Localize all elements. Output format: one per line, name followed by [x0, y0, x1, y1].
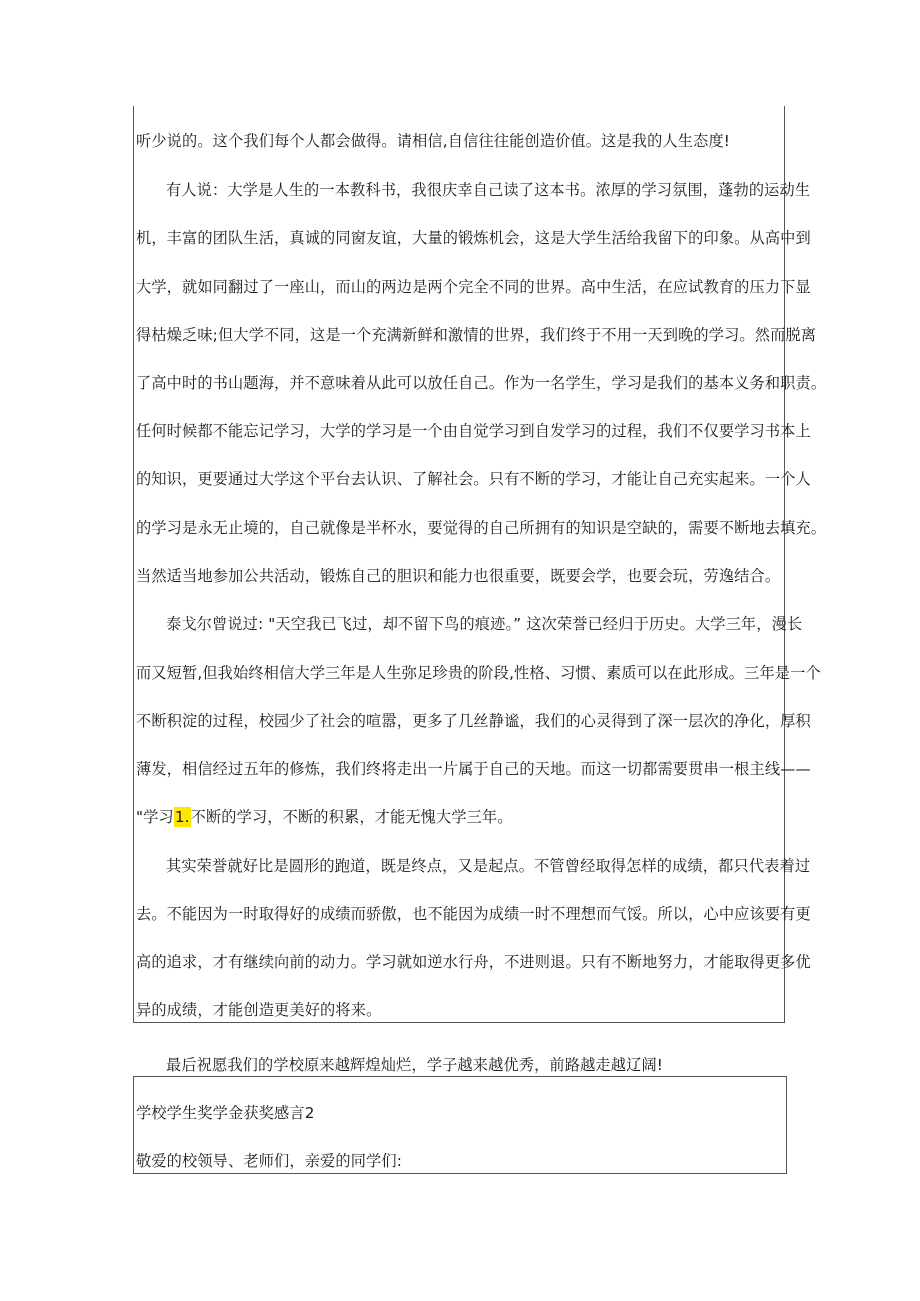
paragraph-line: 薄发，相信经过五年的修炼，我们终将走出一片属于自己的天地。而这一切都需要贯串一根主线—— [136, 760, 811, 778]
paragraph-line: 去。不能因为一时取得好的成绩而骄傲，也不能因为成绩一时不理想而气馁。所以，心中应该要有更 [136, 905, 811, 923]
paragraph-line: 泰戈尔曾说过: "天空我已飞过，却不留下鸟的痕迹。” 这次荣誉已经归于历史。大学三年，漫长 [166, 615, 803, 633]
section-title: 学校学生奖学金获奖感言2 [136, 1104, 315, 1122]
paragraph-line [136, 807, 784, 827]
paragraph-line: 异的成绩，才能创造更美好的将来。 [136, 1001, 382, 1019]
paragraph-line: 有人说：大学是人生的一本教科书，我很庆幸自己读了这本书。浓厚的学习氛围，蓬勃的运动生 [166, 181, 811, 199]
paragraph-line: 了高中时的书山题海，并不意味着从此可以放任自己。作为一名学生，学习是我们的基本义务和职责。 [136, 374, 827, 392]
paragraph-line: 得枯燥乏味;但大学不同，这是一个充满新鲜和激情的世界，我们终于不用一天到晚的学习。然而脱离 [136, 326, 817, 344]
salutation: 敬爱的校领导、老师们，亲爱的同学们: [136, 1152, 403, 1170]
paragraph-line: 任何时候都不能忘记学习，大学的学习是一个由自觉学习到自发学习的过程，我们不仅要学习书本上 [136, 422, 811, 440]
paragraph-line: 其实荣誉就好比是圆形的跑道，既是终点，又是起点。不管曾经取得怎样的成绩，都只代表着过 [166, 857, 811, 875]
paragraph-line: 听少说的。这个我们每个人都会做得。请相信,自信往往能创造价值。这是我的人生态度! [136, 132, 731, 150]
paragraph-line: 不断积淀的过程，校园少了社会的喧嚣，更多了几丝静谧，我们的心灵得到了深一层次的净化，厚积 [136, 712, 811, 730]
paragraph-line: 机，丰富的团队生活，真诚的同窗友谊，大量的锻炼机会，这是大学生活给我留下的印象。从高中到 [136, 229, 811, 247]
paragraph-line: 高的追求，才有继续向前的动力。学习就如逆水行舟，不进则退。只有不断地努力，才能取得更多优 [136, 953, 811, 971]
paragraph-line: 的学习是永无止境的，自己就像是半杯水，要觉得的自己所拥有的知识是空缺的，需要不断地去填充。 [136, 519, 827, 537]
paragraph-line: 而又短暂,但我始终相信大学三年是人生弥足珍贵的阶段,性格、习惯、素质可以在此形成。三年是一个 [136, 664, 821, 682]
paragraph-line: 的知识，更要通过大学这个平台去认识、了解社会。只有不断的学习，才能让自己充实起来。一个人 [136, 470, 811, 488]
highlight-marker: 1. [174, 808, 190, 826]
paragraph-line: 大学，就如同翻过了一座山，而山的两边是两个完全不同的世界。高中生活，在应试教育的压力下显 [136, 278, 811, 296]
paragraph-line: 当然适当地参加公共活动，锻炼自己的胆识和能力也很重要，既要会学，也要会玩，劳逸结合。 [136, 567, 781, 585]
quote-text: "学习 [136, 808, 174, 826]
quote-continuation: 不断的学习，不断的积累，才能无愧大学三年。 [190, 808, 513, 826]
closing-line: 最后祝愿我们的学校原来越辉煌灿烂，学子越来越优秀，前路越走越辽阔! [166, 1056, 664, 1074]
